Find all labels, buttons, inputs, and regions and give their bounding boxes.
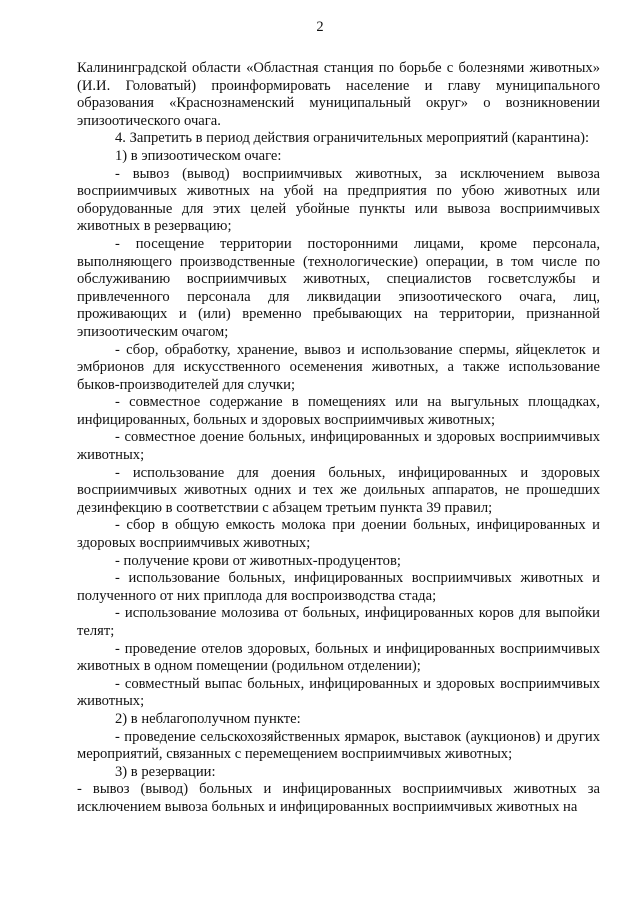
paragraph-16: 2) в неблагополучном пункте:	[115, 710, 301, 727]
paragraph-10: - сбор в общую емкость молока при доении больных, инфицированных и здоровых восприимчивых животных;	[77, 517, 600, 552]
paragraph-5: - посещение территории посторонними лицами, кроме персонала, выполняющего производственные (технологические) операции, в том числе по обслуживанию восприимчивых животных, специалистов госветслужбы и привлеченного персонала для ликвидации эпизоотического очага, лиц, проживающих и (или) временно пребывающих на территории, признанной эпизоотическим очагом;	[77, 235, 600, 340]
paragraph-13: - использование молозива от больных, инфицированных коров для выпойки телят;	[77, 605, 600, 639]
paragraph-8: - совместное доение больных, инфицированных и здоровых восприимчивых животных;	[77, 429, 600, 464]
paragraph-1: Калининградской области «Областная станция по борьбе с болезнями животных» (И.И. Головатый) проинформировать население и главу муниципального образования «Краснознаменский муниципальный округ» о возникновении эпизоотического очага.	[77, 60, 600, 129]
paragraph-7: - совместное содержание в помещениях или на выгульных площадках, инфицированных, больных и здоровых восприимчивых животных;	[77, 394, 600, 428]
paragraph-9: - использование для доения больных, инфицированных и здоровых восприимчивых животных одних и тех же доильных аппаратов, не прошедших дезинфекцию в соответствии с абзацем третьим пункта 39 правил;	[77, 464, 600, 516]
paragraph-19: - вывоз (вывод) больных и инфицированных восприимчивых животных за исключением вывоза больных и инфицированных восприимчивых животных на	[77, 781, 600, 815]
paragraph-18: 3) в резервации:	[115, 763, 216, 780]
paragraph-14: - проведение отелов здоровых, больных и инфицированных восприимчивых животных в одном помещении (родильном отделении);	[77, 640, 600, 675]
paragraph-11: - получение крови от животных-продуцентов;	[115, 552, 401, 569]
paragraph-15: - совместный выпас больных, инфицированных и здоровых восприимчивых животных;	[77, 675, 600, 710]
paragraph-3: 1) в эпизоотическом очаге:	[115, 147, 282, 164]
paragraph-2: 4. Запретить в период действия ограничительных мероприятий (карантина):	[115, 130, 590, 147]
paragraph-12: - использование больных, инфицированных восприимчивых животных и полученного от них приплода для воспроизводства стада;	[77, 570, 600, 604]
document-body	[77, 60, 600, 817]
page-number: 2	[316, 19, 324, 35]
paragraph-4: - вывоз (вывод) восприимчивых животных, за исключением вывоза восприимчивых животных на убой на предприятия по убою животных или оборудованные для этих целей убойные пункты или вывоза восприимчивых животных в резервацию;	[77, 165, 600, 235]
paragraph-6: - сбор, обработку, хранение, вывоз и использование спермы, яйцеклеток и эмбрионов для искусственного осеменения животных, а также использование быков-производителей для случки;	[77, 341, 600, 393]
paragraph-17: - проведение сельскохозяйственных ярмарок, выставок (аукционов) и других мероприятий, связанных с перемещением восприимчивых животных;	[77, 728, 600, 763]
